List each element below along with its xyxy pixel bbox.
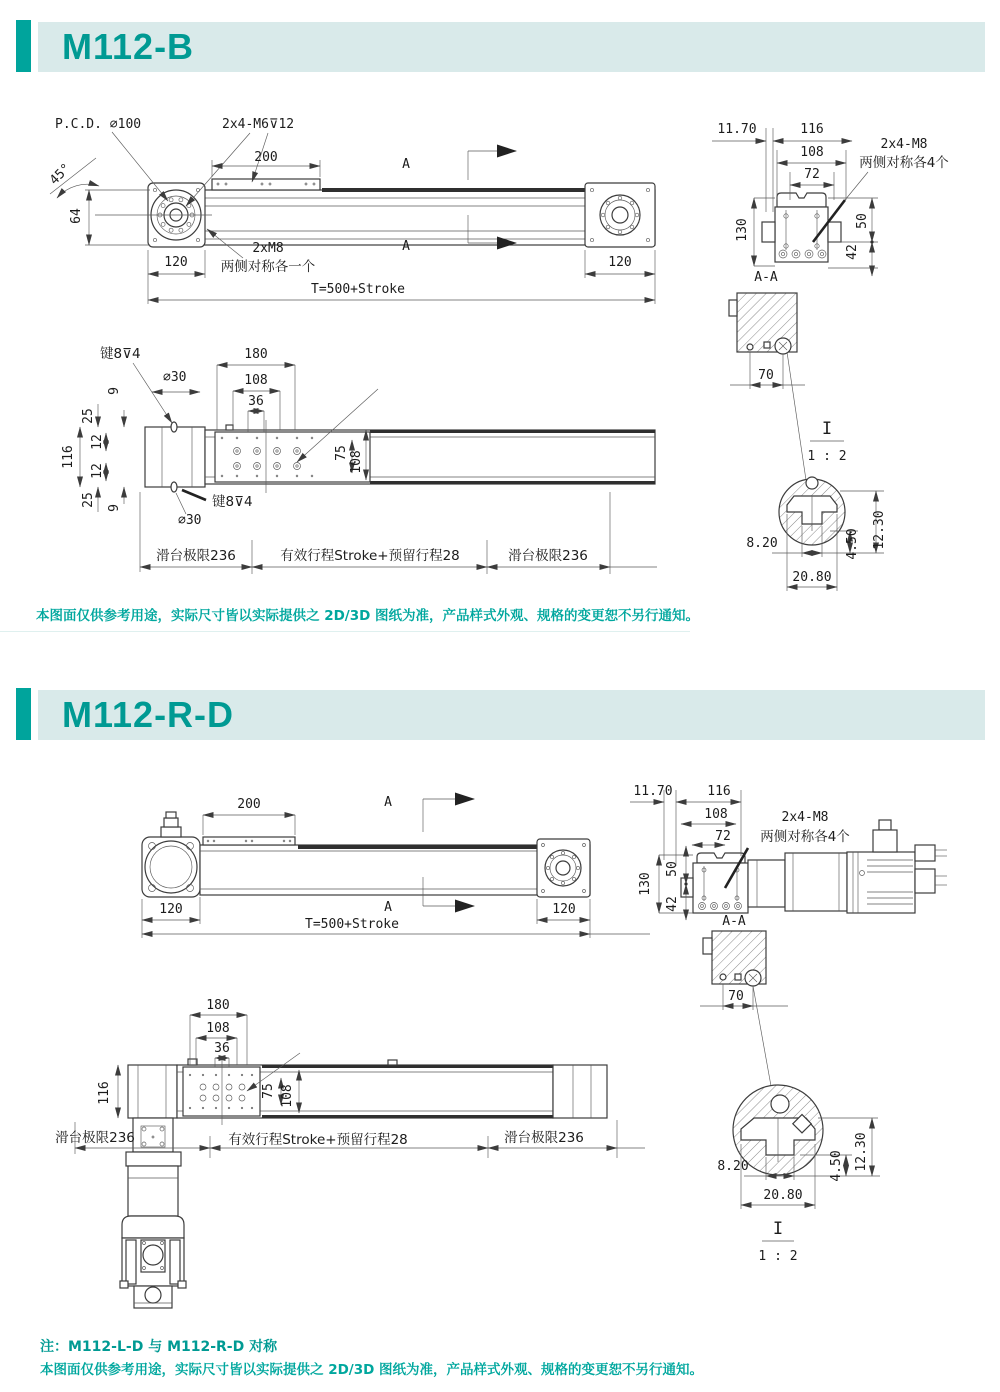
b-side-view [95,179,655,247]
dim-180: 180 [244,347,268,362]
detail-mark: I [772,1219,784,1239]
page-title: M112-B [62,26,195,67]
dim-key: 键8⊽4 [100,346,141,362]
dim-120: 120 [159,902,183,917]
dim-108: 108 [704,807,728,822]
dim-180: 180 [206,998,230,1013]
dim-116: 116 [800,122,824,137]
dim-108v: 108 [349,450,364,474]
dim-pcd: P.C.D. ∅100 [55,117,142,132]
dim-slide-limit: 滑台极限236 [508,548,588,564]
dim-9: 9 [107,387,122,395]
dim-75: 75 [334,445,349,461]
dim-12-30: 12.30 [854,1132,869,1172]
dim-9: 9 [107,504,122,512]
dim-72: 72 [804,167,820,182]
b-detail-view [746,419,887,591]
dim-45deg: 45° [46,160,75,189]
rd-side-view [142,812,590,897]
disclaimer-note: 本图面仅供参考用途，实际尺寸皆以实际提供之 2D/3D 图纸为准，产品样式外观、规格的变更恕不另行通知。 [40,1362,704,1378]
dim-108: 108 [800,145,824,160]
dim-stroke: 有效行程Stroke+预留行程28 [280,548,460,564]
dim-108v: 108 [280,1084,295,1108]
dim-4-50: 4.50 [845,528,860,560]
dim-11-70: 11.70 [633,784,673,799]
dim-tap-top: 2x4-M6⊽12 [222,117,295,132]
note-symmetric-four: 两侧对称各4个 [760,829,850,845]
dim-8-20: 8.20 [746,536,778,551]
dim-2x4m8: 2x4-M8 [880,137,928,152]
view-label-aa: A-A [754,270,778,285]
dim-116: 116 [61,445,76,469]
note-symmetric-four: 两侧对称各4个 [859,155,949,171]
dim-slide-limit: 滑台极限236 [55,1130,135,1146]
dim-130: 130 [735,218,750,242]
dim-108: 108 [206,1021,230,1036]
dim-200: 200 [237,797,261,812]
rd-plan-view [120,1058,607,1308]
detail-scale: 1 : 2 [807,449,847,464]
dim-36: 36 [248,394,264,409]
view-label-aa: A-A [722,914,746,929]
dim-116: 116 [97,1081,112,1105]
dim-75: 75 [261,1083,276,1099]
dim-20-80: 20.80 [792,570,832,585]
dim-total: T=500+Stroke [305,917,399,932]
dim-dia30: ∅30 [163,370,187,385]
dim-12: 12 [90,434,105,450]
dim-120: 120 [164,255,188,270]
page-title: M112-R-D [62,694,235,735]
section-mark-a: A [384,795,392,810]
dim-120: 120 [552,902,576,917]
dim-50: 50 [855,213,870,229]
dim-20-80: 20.80 [763,1188,803,1203]
dim-dia30: ∅30 [178,513,202,528]
section-mark-a: A [384,900,392,915]
dim-116: 116 [707,784,731,799]
dim-200: 200 [254,150,278,165]
dim-slide-limit: 滑台极限236 [156,548,236,564]
dim-36: 36 [214,1041,230,1056]
detail-scale: 1 : 2 [758,1249,798,1264]
dim-130: 130 [638,872,653,896]
b-section-aa [712,122,949,285]
dim-11-70: 11.70 [717,122,757,137]
section-mark-a: A [402,157,410,172]
dim-stroke: 有效行程Stroke+预留行程28 [228,1132,408,1148]
section-mark-a: A [402,239,410,254]
dim-120: 120 [608,255,632,270]
dim-12: 12 [90,463,105,479]
b-cross-section [729,293,806,480]
symmetry-note: 注：M112-L-D 与 M112-R-D 对称 [40,1339,278,1355]
dim-25: 25 [81,408,96,424]
dim-slide-limit: 滑台极限236 [504,1130,584,1146]
dim-108: 108 [244,373,268,388]
dim-42: 42 [845,244,860,260]
rd-cross-section [700,931,788,1086]
dim-70: 70 [728,989,744,1004]
dim-2xm8: 2xM8 [252,241,284,256]
dim-12-30: 12.30 [872,510,887,550]
b-plan-view [145,420,655,493]
dim-total: T=500+Stroke [311,282,405,297]
dim-50: 50 [665,861,680,877]
dim-4-50: 4.50 [829,1150,844,1182]
dim-42: 42 [665,896,680,912]
disclaimer-note: 本图面仅供参考用途，实际尺寸皆以实际提供之 2D/3D 图纸为准，产品样式外观、规格的变更恕不另行通知。 [36,608,700,624]
rd-detail-view [717,1085,880,1264]
dim-key: 键8⊽4 [212,494,253,510]
rd-section-aa [630,784,947,929]
dim-64: 64 [69,208,84,224]
dim-2x4m8: 2x4-M8 [781,810,829,825]
note-symmetric-one: 两侧对称各一个 [220,259,316,275]
dim-25: 25 [81,492,96,508]
detail-mark: I [821,419,833,439]
dim-70: 70 [758,368,774,383]
dim-8-20: 8.20 [717,1159,749,1174]
dim-72: 72 [715,829,731,844]
